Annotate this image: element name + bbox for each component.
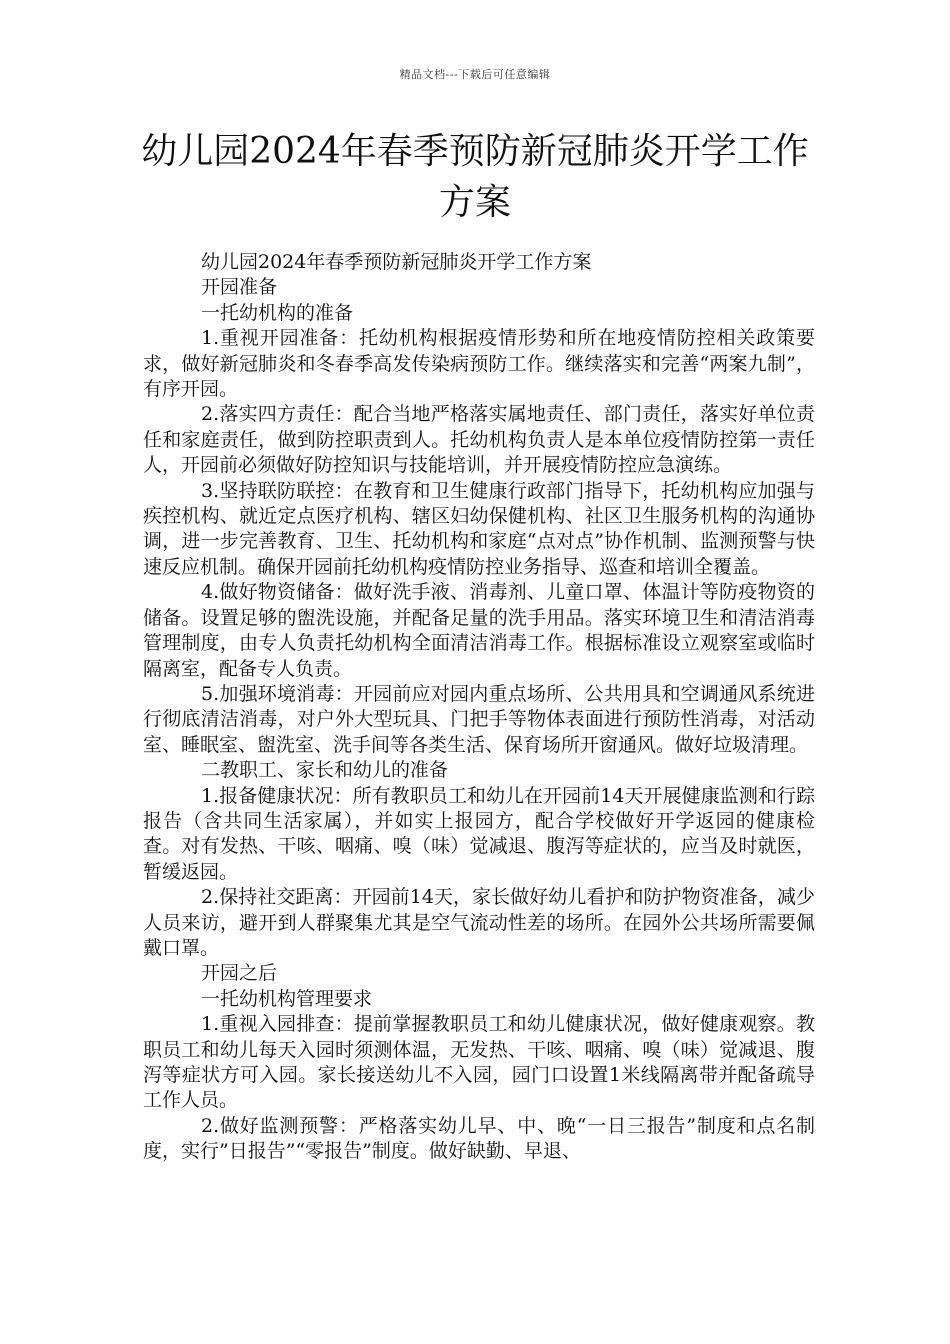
body-paragraph: 1.重视入园排查：提前掌握教职员工和幼儿健康状况，做好健康观察。教职员工和幼儿每天入园时须测体温，无发热、干咳、咽痛、嗅（味）觉减退、腹泻等症状方可入园。家长接送幼儿不入园，园门口设置1米线隔离带并配备疏导工作人员。 [143,1013,815,1112]
subsection-heading: 二教职工、家长和幼儿的准备 [201,759,449,782]
subsection-heading: 一托幼机构的准备 [201,301,354,324]
body-paragraph: 2.保持社交距离：开园前14天，家长做好幼儿看护和防护物资准备，减少人员来访，避开到人群聚集尤其是空气流动性差的场所。在园外公共场所需要佩戴口罩。 [143,886,815,959]
header-note: 精品文档---下载后可任意编辑 [399,68,551,81]
document-title: 幼儿园2024年春季预防新冠肺炎开学工作方案 [141,131,809,223]
section-heading: 开园之后 [201,962,278,985]
body-paragraph: 4.做好物资储备：做好洗手液、消毒剂、儿童口罩、体温计等防疫物资的储备。设置足够的盥洗设施，并配备足量的洗手用品。落实环境卫生和清洁消毒管理制度，由专人负责托幼机构全面清洁消毒工作。根据标准设立观察室或临时隔离室，配备专人负责。 [143,581,815,680]
body-paragraph: 3.坚持联防联控：在教育和卫生健康行政部门指导下，托幼机构应加强与疾控机构、就近定点医疗机构、辖区妇幼保健机构、社区卫生服务机构的沟通协调，进一步完善教育、卫生、托幼机构和家庭“点对点”协作机制、监测预警与快速反应机制。确保开园前托幼机构疫情防控业务指导、巡查和培训全覆盖。 [143,479,815,578]
body-paragraph: 1.报备健康状况：所有教职员工和幼儿在开园前14天开展健康监测和行踪报告（含共同生活家属），并如实上报园方，配合学校做好开学返园的健康检查。对有发热、干咳、咽痛、嗅（味）觉减退、腹泻等症状的，应当及时就医，暂缓返园。 [143,784,815,883]
section-heading: 开园准备 [201,276,278,299]
body-paragraph: 5.加强环境消毒：开园前应对园内重点场所、公共用具和空调通风系统进行彻底清洁消毒，对户外大型玩具、门把手等物体表面进行预防性消毒，对活动室、睡眠室、盥洗室、洗手间等各类生活、保育场所开窗通风。做好垃圾清理。 [143,682,815,756]
subsection-heading: 一托幼机构管理要求 [201,987,373,1010]
body-paragraph: 2.做好监测预警：严格落实幼儿早、中、晚“一日三报告”制度和点名制度，实行”日报告”“零报告”制度。做好缺勤、早退、 [143,1114,815,1163]
body-paragraph: 1.重视开园准备：托幼机构根据疫情形势和所在地疫情防控相关政策要求，做好新冠肺炎和冬春季高发传染病预防工作。继续落实和完善“两案九制”，有序开园。 [143,327,815,401]
body-paragraph: 2.落实四方责任：配合当地严格落实属地责任、部门责任，落实好单位责任和家庭责任，做到防控职责到人。托幼机构负责人是本单位疫情防控第一责任人，开园前必须做好防控知识与技能培训，并开展疫情防控应急演练。 [143,403,815,477]
document-body [143,250,815,1165]
body-paragraph: 幼儿园2024年春季预防新冠肺炎开学工作方案 [201,251,592,273]
